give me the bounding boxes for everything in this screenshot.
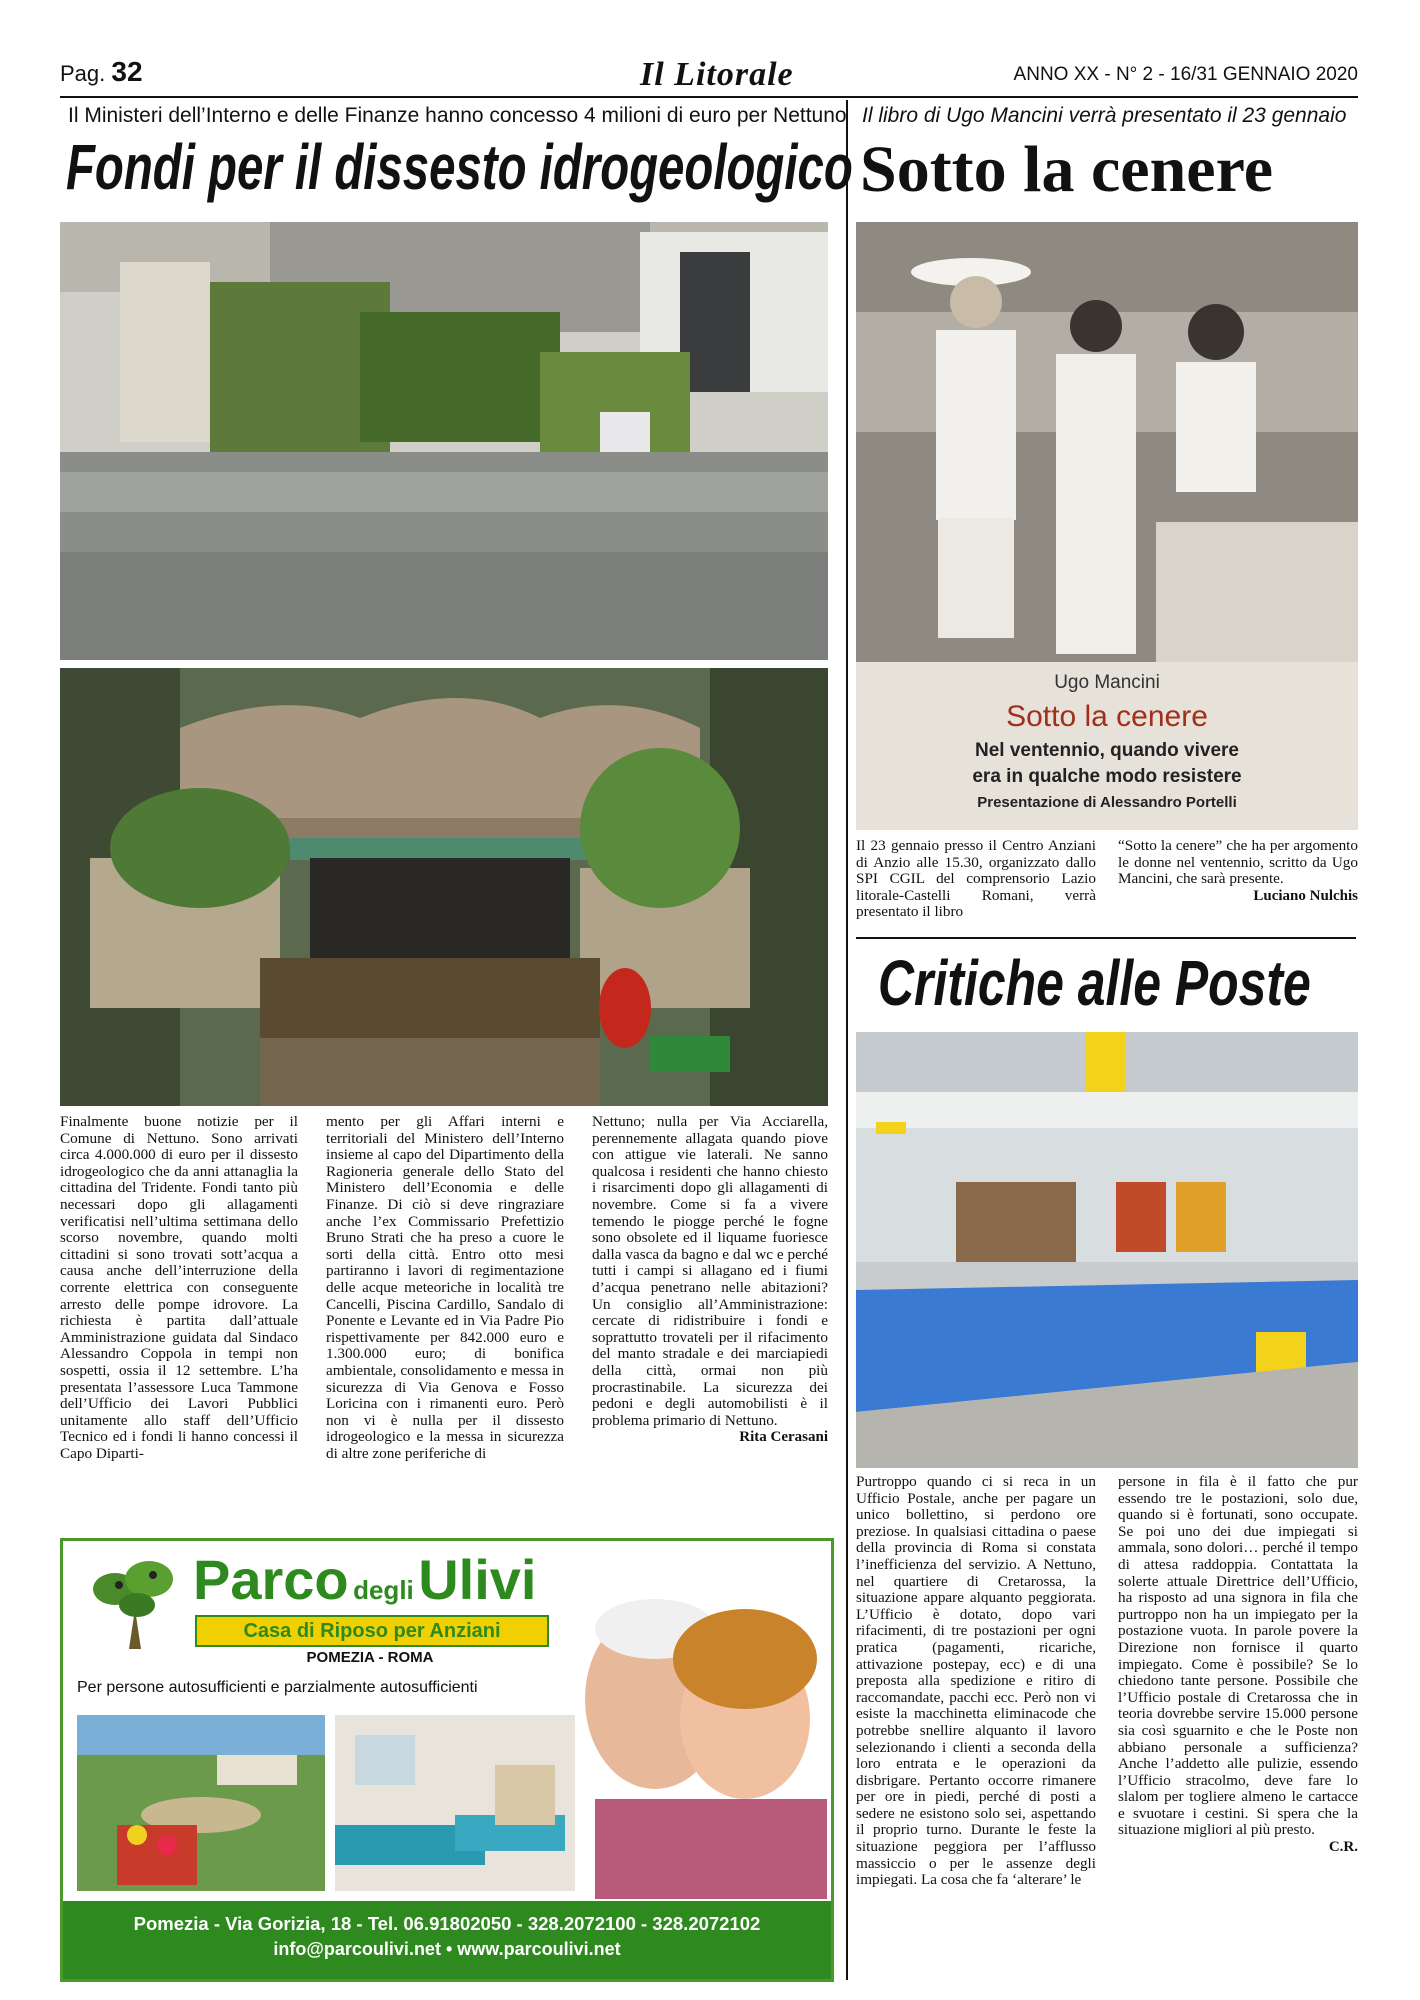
left-article-col2: mento per gli Affari interni e territoriali del Ministero dell’Interno insieme al capo del Dipartimento della Ragioneria generale dello Stato del Ministero dell’Economia e delle Finanze. Di ciò si deve ringraziare anche l’ex Commissario Prefettizio Bruno Strati che ha preso a cuore le sorti della città. Entro otto mesi partiranno i lavori di regimentazione delle acque meteoriche in località tre Cancelli, Piscina Cardillo, Sandalo di Ponente e Levante ed in Via Padre Pio rispettivamente per 842.000 euro e 1.300.000 euro; di bonifica ambientale, consolidamento e messa in sicurezza di Via Genova e Fosso Loricina con i rimanenti euro. Però non vi è nulla per il dissesto idrogeologico e la messa in sicurezza di altre zone periferiche di	[326, 1113, 564, 1462]
left-article-col3: Nettuno; nulla per Via Acciarella, perennemente allagata quando piove con attigue vie laterali. Ne sanno qualcosa i residenti che hanno chiesto i risarcimenti dopo gli allagamenti di novembre. Come si fa a vivere temendo le piogge perché le fogne sono obsolete ed il liquame fuoriesce dalla vasca da bagno e dal wc e perché tutti i campi si allagano ed i fiumi d’acqua penetrano nelle abitazioni? Un consiglio all’Amministrazione: cercate di ridistribuire i fondi e soprattutto trovateli per il rifacimento del manto stradale e dei marciapiedi della città, ormai non più procrastinabile. La sicurezza dei pedoni e degli automobilisti è il problema primario di Nettuno. Rita Cerasani	[592, 1113, 828, 1446]
right-top-signature: Luciano Nulchis	[1253, 887, 1358, 904]
book-title: Sotto la cenere	[1006, 700, 1208, 733]
flood-photo-street	[60, 222, 828, 660]
right-top-col2: “Sotto la cenere” che ha per argomento le donne nel ventennio, scritto da Ugo Mancini, che sarà presente. Luciano Nulchis	[1118, 837, 1358, 904]
page-number: Pag. 32	[60, 56, 143, 87]
book-subtitle-1: Nel ventennio, quando vivere	[975, 740, 1239, 761]
masthead: Il Litorale	[640, 56, 794, 93]
right-bottom-headline: Critiche alle Poste	[878, 947, 1311, 1019]
ad-contact-phone: Pomezia - Via Gorizia, 18 - Tel. 06.91802050 - 328.2072100 - 328.2072102	[133, 1913, 761, 1934]
book-cover	[856, 222, 1358, 830]
right-bottom-col1: Purtroppo quando ci si reca in un Ufficio Postale, anche per pagare un unico bollettino, si perdono ore preziose. In qualsiasi cittadina o paese della provincia di Roma si constata l’inefficienza del servizio. A Nettuno, nel quartiere di Cretarossa, la situazione appare alquanto peggiorata. L’Ufficio è dotato, dopo vari rifacimenti, di tre postazioni per ogni pratica (pagamenti, ricariche, attivazione postepay, ecc) e di una preposta alla spedizione e ritiro di raccomandate, pacchi ecc. Però non vi esiste la macchinetta eliminacode che potrebbe snellire alquanto il lavoro selezionando i clienti a seconda della loro entrata e le operazioni da disbrigare. Pertanto occorre rimanere per ore in piedi, perché di posti a sedere ne esistono solo sei, aspettando il proprio turno. Durante le feste la situazione peggiora per l’afflusso massiccio o per le assenze degli impiegati. La cosa che fa ‘alterare’ le	[856, 1473, 1096, 1889]
ad-subtitle-banner: Casa di Riposo per Anziani	[195, 1615, 549, 1647]
ad-contact-footer	[63, 1901, 831, 1979]
right-bottom-col2: persone in fila è il fatto che pur essendo tre le postazioni, solo due, quando si è fortunati, sono occupate. Se poi uno dei due impiegati si ammala, sono dolori… perché il tempo di attesa raddoppia. Contattata la solerte attuale Direttrice dell’Ufficio, ha risposto ad una signora in fila che purtroppo non ha un impiegato per la postazione vuota. In parole povere la Direzione non fornisce il quarto impiegato. Come è possibile? Se lo chiedono tante persone. Possibile che l’Ufficio postale di Cretarossa che in teoria dovrebbe servire 15.000 persone sia così sguarnito e che le Poste non abbiano personale a sufficienza? Anche l’addetto alle pulizie, essendo l’Ufficio stracolmo, deve fare lo slalom per togliere almeno le cartacce e svuotare i cestini. Si spera che la situazione migliori al più presto. C.R.	[1118, 1473, 1358, 1856]
left-kicker: Il Ministeri dell’Interno e delle Finanze hanno concesso 4 milioni di euro per Nettuno	[68, 104, 847, 127]
flood-photo-garage	[60, 668, 828, 1106]
ad-tagline: Per persone autosufficienti e parzialmente autosufficienti	[77, 1679, 478, 1696]
right-top-headline: Sotto la cenere	[860, 133, 1273, 206]
book-cover-photo	[856, 222, 1358, 662]
ad-location: POMEZIA - ROMA	[306, 1649, 434, 1666]
olive-tree-logo	[79, 1549, 189, 1659]
book-author: Ugo Mancini	[1054, 672, 1160, 693]
column-divider	[846, 100, 848, 1980]
header-rule	[60, 96, 1358, 98]
book-presentation: Presentazione di Alessandro Portelli	[977, 794, 1237, 811]
ad-brand: Parco degli Ulivi	[193, 1548, 537, 1611]
ad-parco-degli-ulivi	[60, 1538, 834, 1982]
book-subtitle-2: era in qualche modo resistere	[972, 766, 1242, 787]
ad-garden-photo	[77, 1715, 325, 1891]
ad-contact-web: info@parcoulivi.net • www.parcoulivi.net	[273, 1939, 621, 1959]
section-divider	[856, 937, 1356, 939]
right-top-col1: Il 23 gennaio presso il Centro Anziani di Anzio alle 15.30, organizzato dallo SPI CGIL del comprensorio Lazio litorale-Castelli Romani, verrà presentato il libro	[856, 837, 1096, 921]
ad-elderly-couple-photo	[575, 1549, 827, 1899]
left-article-signature: Rita Cerasani	[739, 1429, 828, 1446]
right-top-kicker: Il libro di Ugo Mancini verrà presentato il 23 gennaio	[862, 104, 1347, 127]
post-office-photo	[856, 1032, 1358, 1468]
issue-info: ANNO XX - N° 2 - 16/31 GENNAIO 2020	[1013, 64, 1358, 85]
book-cover-text	[856, 672, 1358, 811]
right-bottom-signature: C.R.	[1328, 1839, 1358, 1856]
left-headline: Fondi per il dissesto idrogeologico	[66, 131, 853, 203]
left-article-col1: Finalmente buone notizie per il Comune di Nettuno. Sono arrivati circa 4.000.000 di euro per il dissesto idrogeologico che da anni attanaglia la cittadina del Tridente. Fondi tanto più necessari dopo gli allagamenti verificatisi nell’ultima settimana dello scorso novembre, quando molti cittadini si sono trovati sott’acqua a causa anche dell’interruzione della corrente elettrica con conseguente arresto delle pompe idrovore. La richiesta è partita dall’attuale Amministrazione guidata dal Sindaco Alessandro Coppola in tempi non sospetti, ossia il 12 settembre. L’ha presentata l’assessore Luca Tammone dell’Ufficio dei Lavori Pubblici unitamente allo staff dell’Ufficio Tecnico ed i fondi li hanno concessi il Capo Diparti-	[60, 1113, 298, 1462]
ad-bedroom-photo	[335, 1715, 575, 1891]
